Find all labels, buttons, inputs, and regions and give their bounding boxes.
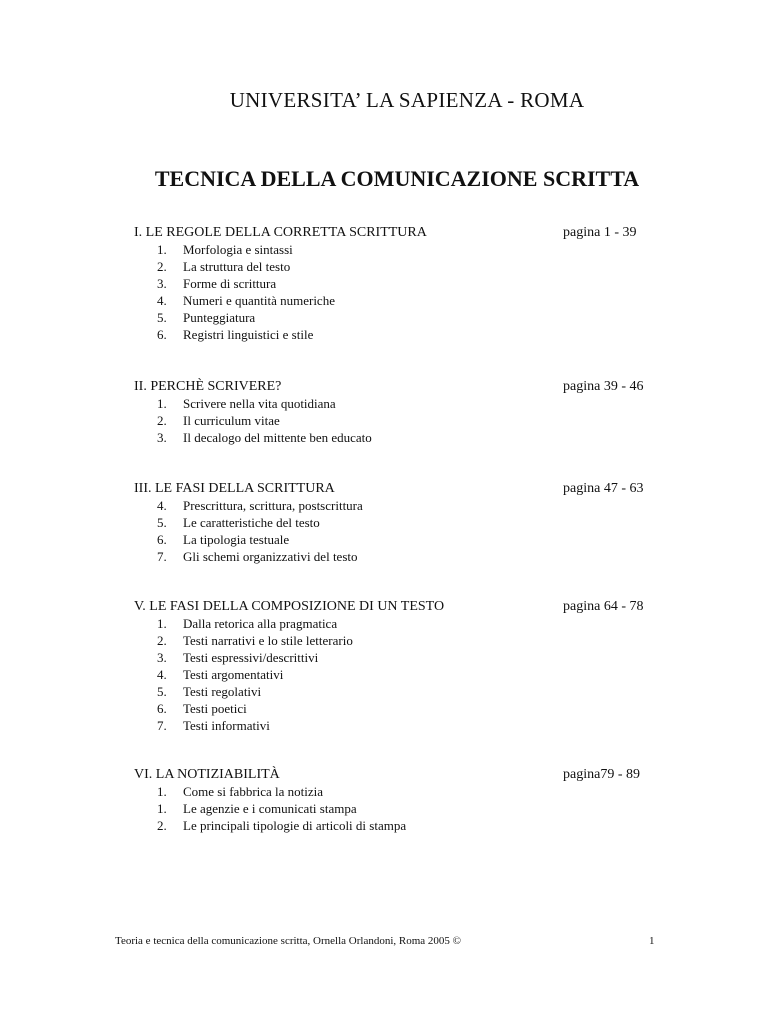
list-item-number: 6. [157,532,167,547]
list-item [0,701,768,718]
list-item-text: Testi informativi [183,718,270,733]
list-item-number: 4. [157,498,167,513]
list-item-text: Registri linguistici e stile [183,327,314,342]
list-item [0,396,768,413]
section-page-range: pagina 64 - 78 [563,599,644,614]
list-item [0,667,768,684]
list-item-text: Il curriculum vitae [183,413,280,428]
list-item-text: Scrivere nella vita quotidiana [183,396,336,411]
list-item [0,684,768,701]
section-page-range: pagina 47 - 63 [563,481,644,496]
list-item-number: 2. [157,413,167,428]
list-item-number: 3. [157,430,167,445]
university-heading: UNIVERSITA’ LA SAPIENZA - ROMA [229,88,585,112]
section-page-range: pagina79 - 89 [563,767,640,782]
list-item-number: 7. [157,549,167,564]
list-item-text: Forme di scrittura [183,276,277,291]
list-item-text: La struttura del testo [183,259,291,274]
list-item-text: Testi argomentativi [183,667,284,682]
list-item [0,259,768,276]
list-item-text: Dalla retorica alla pragmatica [183,616,338,631]
toc-section-heading [0,379,768,396]
list-item-number: 5. [157,310,167,325]
section-item-list [0,498,768,566]
document-title: TECNICA DELLA COMUNICAZIONE SCRITTA [154,166,640,191]
list-item [0,293,768,310]
list-item [0,616,768,633]
list-item [0,413,768,430]
list-item [0,276,768,293]
list-item-number: 1. [157,242,167,257]
list-item-text: Come si fabbrica la notizia [183,784,324,799]
list-item-text: Testi narrativi e lo stile letterario [183,633,353,648]
list-item-text: Le agenzie e i comunicati stampa [183,801,357,816]
toc-section-heading [0,481,768,498]
section-title: V. LE FASI DELLA COMPOSIZIONE DI UN TESTO [134,599,445,614]
list-item-number: 3. [157,650,167,665]
section-item-list [0,784,768,835]
list-item [0,801,768,818]
list-item-number: 5. [157,684,167,699]
toc-section-heading [0,225,768,242]
list-item [0,549,768,566]
toc-section [0,379,768,447]
list-item-text: Testi regolativi [183,684,262,699]
toc-section-heading [0,767,768,784]
footer-citation: Teoria e tecnica della comunicazione scritta, Ornella Orlandoni, Roma 2005 © [115,935,462,947]
list-item [0,650,768,667]
list-item-number: 4. [157,293,167,308]
list-item-text: Le principali tipologie di articoli di stampa [183,818,407,833]
list-item [0,430,768,447]
list-item-number: 2. [157,818,167,833]
section-title: III. LE FASI DELLA SCRITTURA [134,481,335,496]
toc-section [0,225,768,344]
list-item-text: Numeri e quantità numeriche [183,293,335,308]
list-item-number: 1. [157,784,167,799]
section-item-list [0,242,768,344]
list-item-number: 1. [157,616,167,631]
list-item-number: 6. [157,701,167,716]
list-item-text: Prescrittura, scrittura, postscrittura [183,498,363,513]
toc-section [0,599,768,735]
list-item [0,498,768,515]
list-item-number: 7. [157,718,167,733]
section-title: II. PERCHÈ SCRIVERE? [134,379,282,394]
toc-section-heading [0,599,768,616]
list-item [0,515,768,532]
page-number: 1 [649,935,655,947]
list-item [0,784,768,801]
list-item-number: 6. [157,327,167,342]
list-item-number: 1. [157,396,167,411]
section-title: I. LE REGOLE DELLA CORRETTA SCRITTURA [134,225,427,240]
list-item-text: Testi poetici [183,701,247,716]
list-item-text: Punteggiatura [183,310,256,325]
section-item-list [0,616,768,735]
list-item-text: Gli schemi organizzativi del testo [183,549,358,564]
section-title: VI. LA NOTIZIABILITÀ [134,767,280,782]
list-item-number: 3. [157,276,167,291]
list-item [0,327,768,344]
list-item [0,633,768,650]
section-page-range: pagina 1 - 39 [563,225,637,240]
list-item-number: 2. [157,259,167,274]
list-item-text: Le caratteristiche del testo [183,515,320,530]
list-item [0,718,768,735]
list-item [0,310,768,327]
list-item-text: Testi espressivi/descrittivi [183,650,319,665]
list-item-text: La tipologia testuale [183,532,290,547]
list-item [0,532,768,549]
list-item-number: 2. [157,633,167,648]
list-item [0,818,768,835]
list-item-number: 5. [157,515,167,530]
section-page-range: pagina 39 - 46 [563,379,644,394]
section-item-list [0,396,768,447]
list-item [0,242,768,259]
toc-section [0,481,768,566]
toc-section [0,767,768,835]
list-item-text: Morfologia e sintassi [183,242,293,257]
list-item-text: Il decalogo del mittente ben educato [183,430,372,445]
list-item-number: 4. [157,667,167,682]
list-item-number: 1. [157,801,167,816]
